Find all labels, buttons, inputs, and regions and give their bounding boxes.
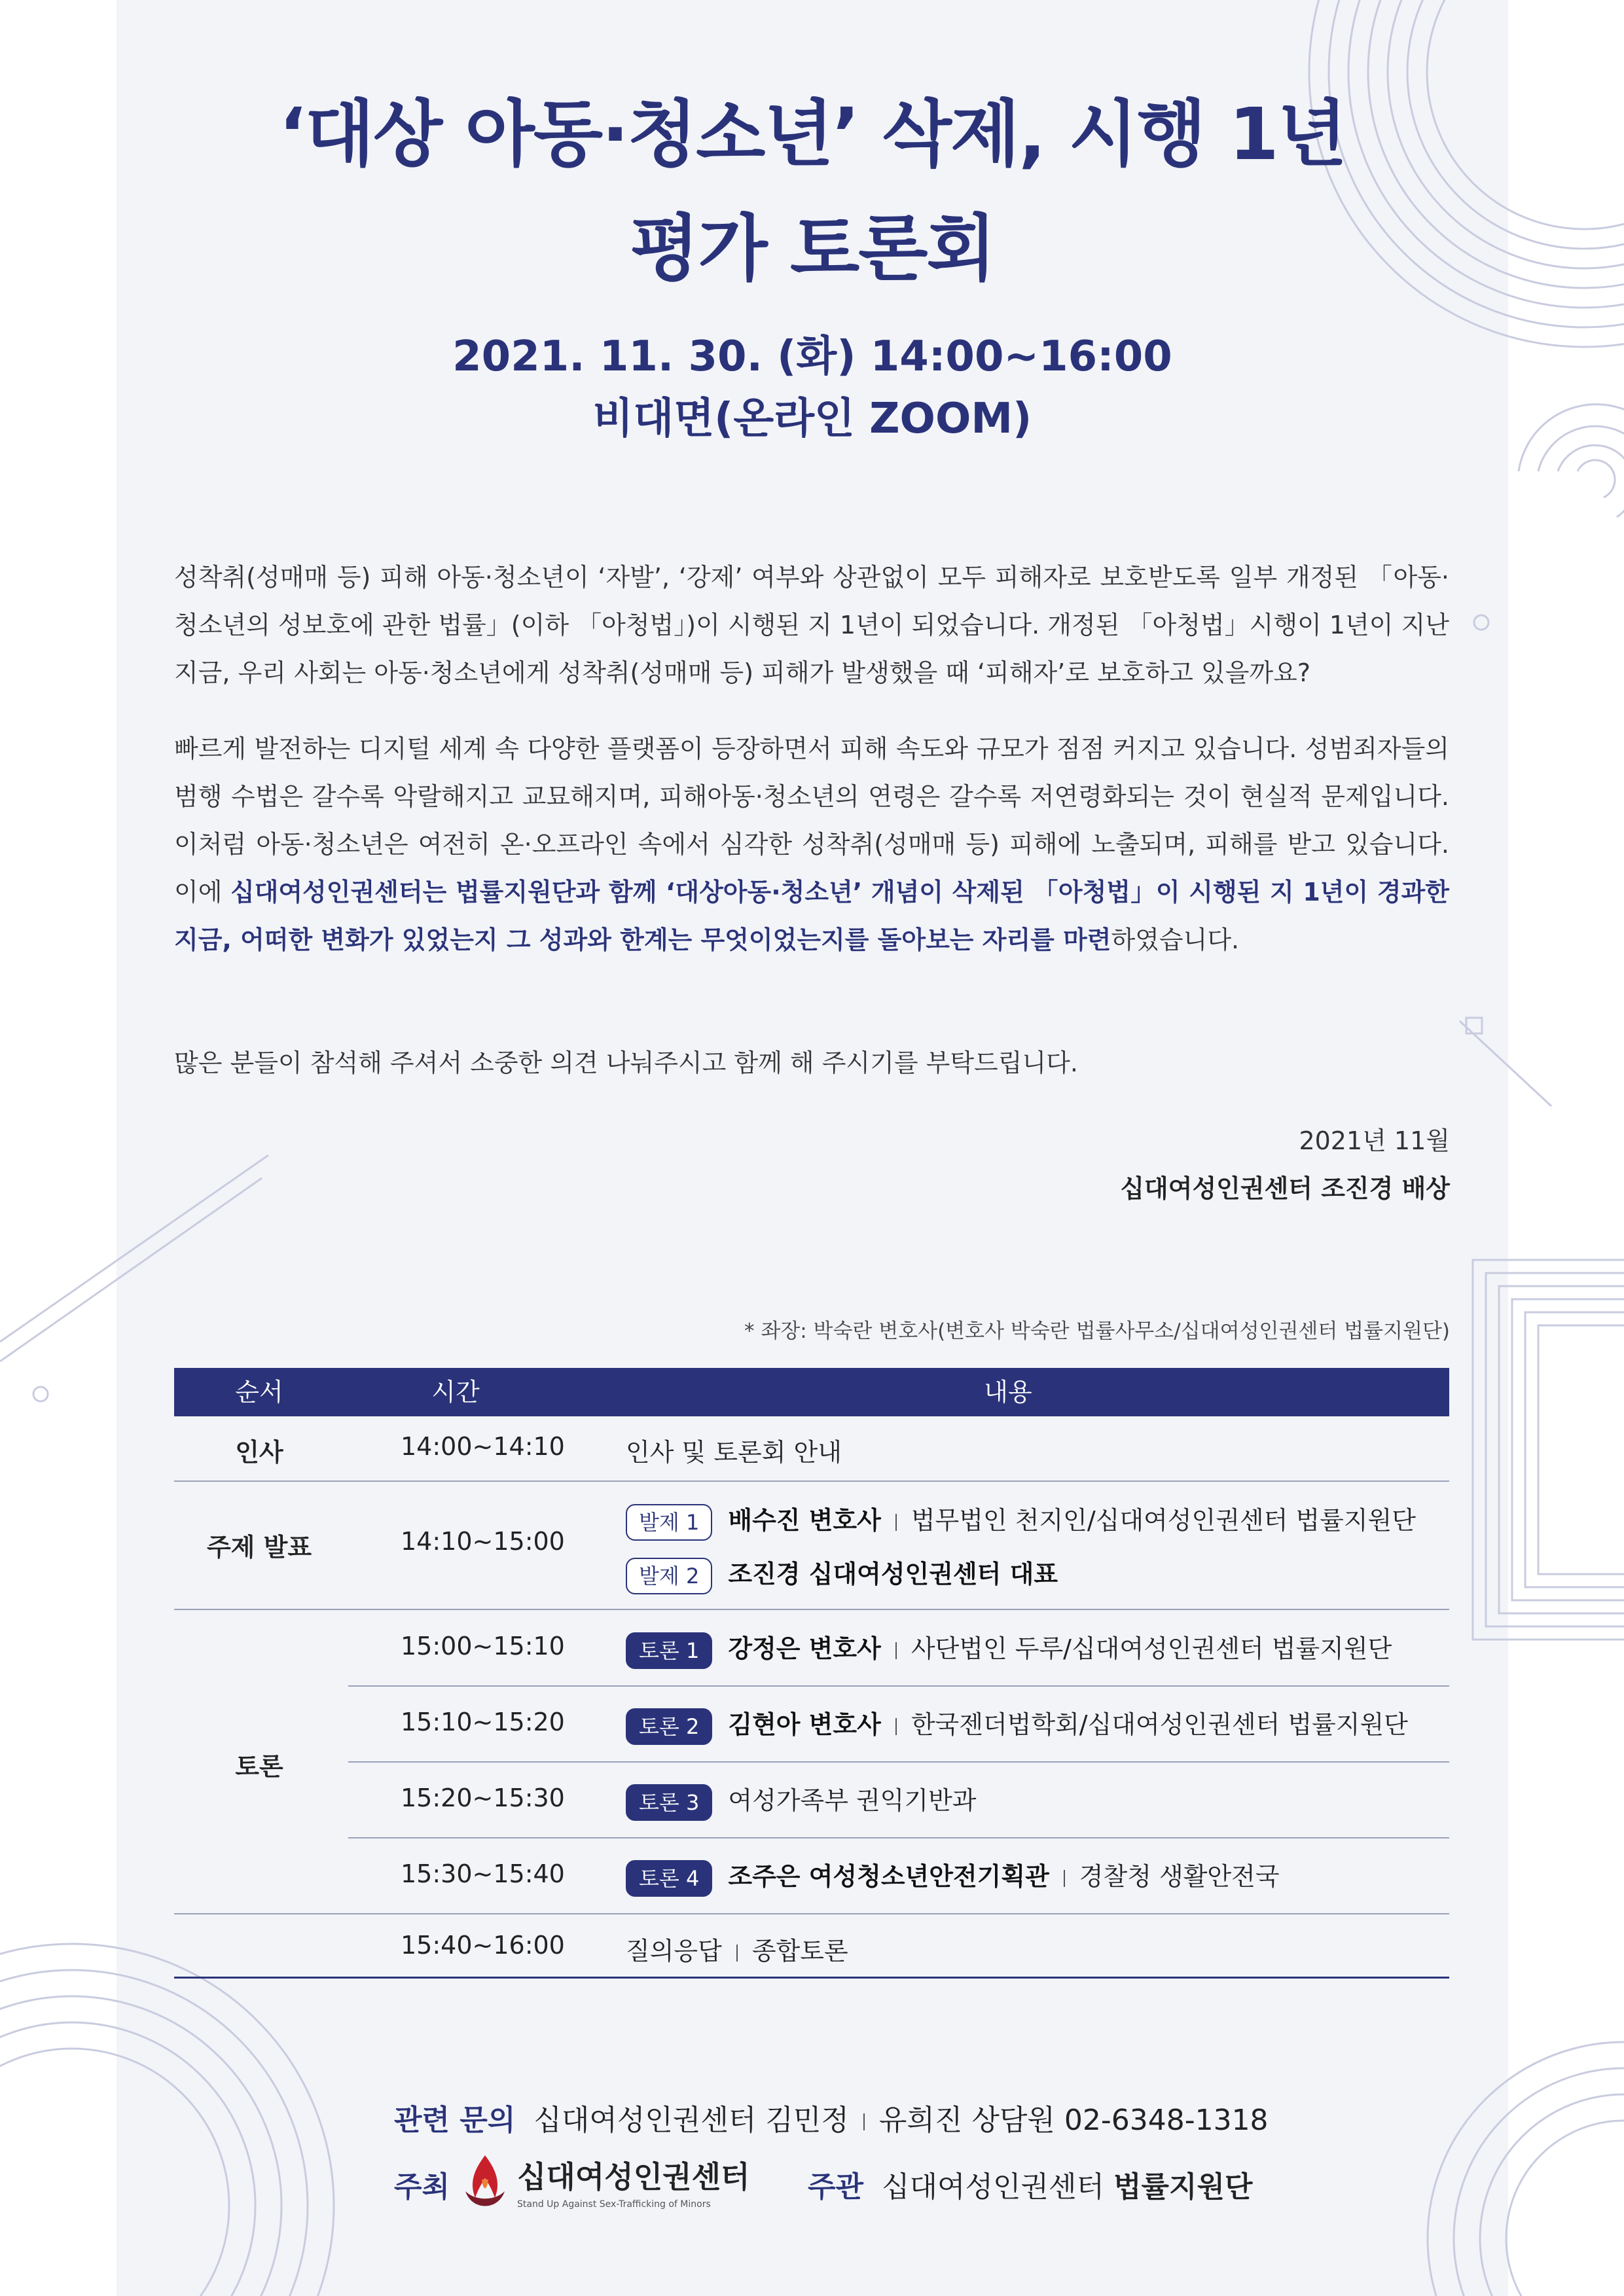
- p2-highlight: 십대여성인권센터는 법률지원단과 함께 ‘대상아동·청소년’ 개념이 삭제된 「아청법」이 시행된 지 1년이 경과한 지금, 어떠한 변화가 있었는지 그 성과와 한계는 무엇이었는지를 돌아보는 자리를 마련: [174, 878, 1449, 954]
- row-qa-content: [626, 1931, 848, 1967]
- discussion-item-3: [626, 1780, 977, 1821]
- event-venue: 비대면(온라인 ZOOM): [592, 395, 1032, 443]
- event-datetime: 2021. 11. 30. (화) 14:00~16:00: [452, 332, 1172, 381]
- organizer-bold: 법률지원단: [1113, 2170, 1253, 2204]
- panelist-affiliation: 사단법인 두루/십대여성인권센터 법률지원단: [911, 1634, 1392, 1663]
- presenter-affiliation: 법무법인 천지인/십대여성인권센터 법률지원단: [911, 1506, 1416, 1535]
- intro-paragraph-1: 성착취(성매매 등) 피해 아동·청소년이 ‘자발’, ‘강제’ 여부와 상관없이 모두 피해자로 보호받도록 일부 개정된 「아동·청소년의 성보호에 관한 법률」(이하 「아청법」)이 시행된 지 1년이 되었습니다. 개정된 「아청법」시행이 1년이 지난 지금, 우리 사회는 아동·청소년에게 성착취(성매매 등) 피해가 발생했을 때 ‘피해자’로 보호하고 있을까요?: [174, 563, 1449, 687]
- row-divider: [174, 1913, 1449, 1914]
- discussion-item-1: [626, 1628, 1392, 1669]
- header-time: 시간: [431, 1378, 480, 1407]
- p2-end: 하였습니다.: [1111, 925, 1240, 954]
- host-logo-icon: [462, 2152, 508, 2217]
- panelist-affiliation: 여성가족부 권익기반과: [728, 1786, 977, 1815]
- row-divider: [348, 1837, 1449, 1839]
- discussion-badge: 토론 3: [626, 1784, 712, 1821]
- title-line-2: 평가 토론회: [630, 207, 995, 291]
- separator: [736, 1945, 738, 1962]
- row-greeting-category: 인사: [235, 1438, 283, 1467]
- title-line-1: ‘대상 아동·청소년’ 삭제, 시행 1년: [279, 92, 1346, 176]
- header-order: 순서: [235, 1378, 283, 1407]
- row-divider: [348, 1761, 1449, 1763]
- presenter-name: 조진경 십대여성인권센터 대표: [728, 1560, 1058, 1588]
- letter-signature: 십대여성인권센터 조진경 배상: [1120, 1174, 1450, 1203]
- discussion-badge: 토론 4: [626, 1860, 712, 1897]
- inquiry-contact-2: 유희진 상담원 02-6348-1318: [878, 2104, 1269, 2137]
- discussion-badge: 토론 1: [626, 1632, 712, 1669]
- row-divider: [348, 1685, 1449, 1687]
- panelist-name: 김현아 변호사: [728, 1710, 881, 1739]
- discussion-item-4: [626, 1856, 1280, 1897]
- header-content: 내용: [984, 1378, 1032, 1407]
- panelist-name: 조주은 여성청소년안전기획관: [728, 1862, 1049, 1891]
- presenter-name: 배수진 변호사: [728, 1506, 881, 1535]
- intro-paragraph-2: [174, 725, 1449, 964]
- panelist-affiliation: 경찰청 생활안전국: [1079, 1862, 1280, 1891]
- panelist-affiliation: 한국젠더법학회/십대여성인권센터 법률지원단: [911, 1710, 1408, 1739]
- discussion-item-2: [626, 1704, 1408, 1745]
- discussion-time: 15:20~15:30: [401, 1784, 565, 1812]
- intro-paragraph-3: 많은 분들이 참석해 주셔서 소중한 의견 나눠주시고 함께 해 주시기를 부탁드립니다.: [174, 1049, 1078, 1077]
- presentation-badge: 발제 2: [626, 1558, 712, 1594]
- row-presentation-category: 주제 발표: [206, 1533, 312, 1562]
- host-label: 주최: [394, 2170, 450, 2204]
- separator: [895, 1642, 897, 1659]
- p2-plain: 빠르게 발전하는 디지털 세계 속 다양한 플랫폼이 등장하면서 피해 속도와 규모가 점점 커지고 있습니다. 성범죄자들의 범행 수법은 갈수록 악랄해지고 교묘해지며, 피해아동·청소년의 연령은 갈수록 저연령화되는 것이 현실적 문제입니다. 이처럼 아동·청소년은 여전히 온·오프라인 속에서 심각한 성착취(성매매 등) 피해에 노출되며, 피해를 받고 있습니다. 이에: [174, 734, 1449, 906]
- row-greeting-content: 인사 및 토론회 안내: [626, 1438, 842, 1467]
- moderator-note: * 좌장: 박숙란 변호사(변호사 박숙란 법률사무소/십대여성인권센터 법률지원단): [744, 1319, 1450, 1343]
- table-bottom-border: [174, 1977, 1449, 1979]
- row-greeting-time: 14:00~14:10: [401, 1432, 565, 1461]
- row-qa-time: 15:40~16:00: [401, 1931, 565, 1960]
- inquiry-contact-1: 십대여성인권센터 김민정: [533, 2104, 849, 2137]
- schedule-header: [174, 1368, 1449, 1416]
- inquiry-line: [394, 2096, 1269, 2138]
- host-name: 십대여성인권센터: [517, 2159, 750, 2195]
- qa-label: 질의응답: [626, 1937, 722, 1965]
- organizer-line: [808, 2163, 1253, 2205]
- discussion-time: 15:00~15:10: [401, 1632, 565, 1660]
- letter-date: 2021년 11월: [1299, 1126, 1450, 1155]
- discussion-time: 15:10~15:20: [401, 1708, 565, 1736]
- host-slogan: Stand Up Against Sex-Trafficking of Minors: [517, 2199, 711, 2210]
- row-divider: [174, 1480, 1449, 1482]
- row-divider: [174, 1609, 1449, 1610]
- presentation-item-1: [626, 1500, 1416, 1541]
- panelist-name: 강정은 변호사: [728, 1634, 881, 1663]
- presentation-badge: 발제 1: [626, 1504, 712, 1541]
- organizer-label: 주관: [808, 2170, 864, 2204]
- separator: [895, 1718, 897, 1735]
- separator: [895, 1514, 897, 1531]
- separator: [863, 2113, 865, 2130]
- row-presentation-time: 14:10~15:00: [401, 1527, 565, 1556]
- discussion-time: 15:30~15:40: [401, 1859, 565, 1888]
- organizer-text: 십대여성인권센터: [882, 2170, 1105, 2204]
- general-discussion-label: 종합토론: [751, 1937, 848, 1965]
- inquiry-label: 관련 문의: [394, 2104, 516, 2137]
- separator: [1064, 1870, 1065, 1887]
- presentation-item-2: [626, 1554, 1058, 1594]
- row-discussion-category: 토론: [235, 1752, 283, 1781]
- discussion-badge: 토론 2: [626, 1708, 712, 1745]
